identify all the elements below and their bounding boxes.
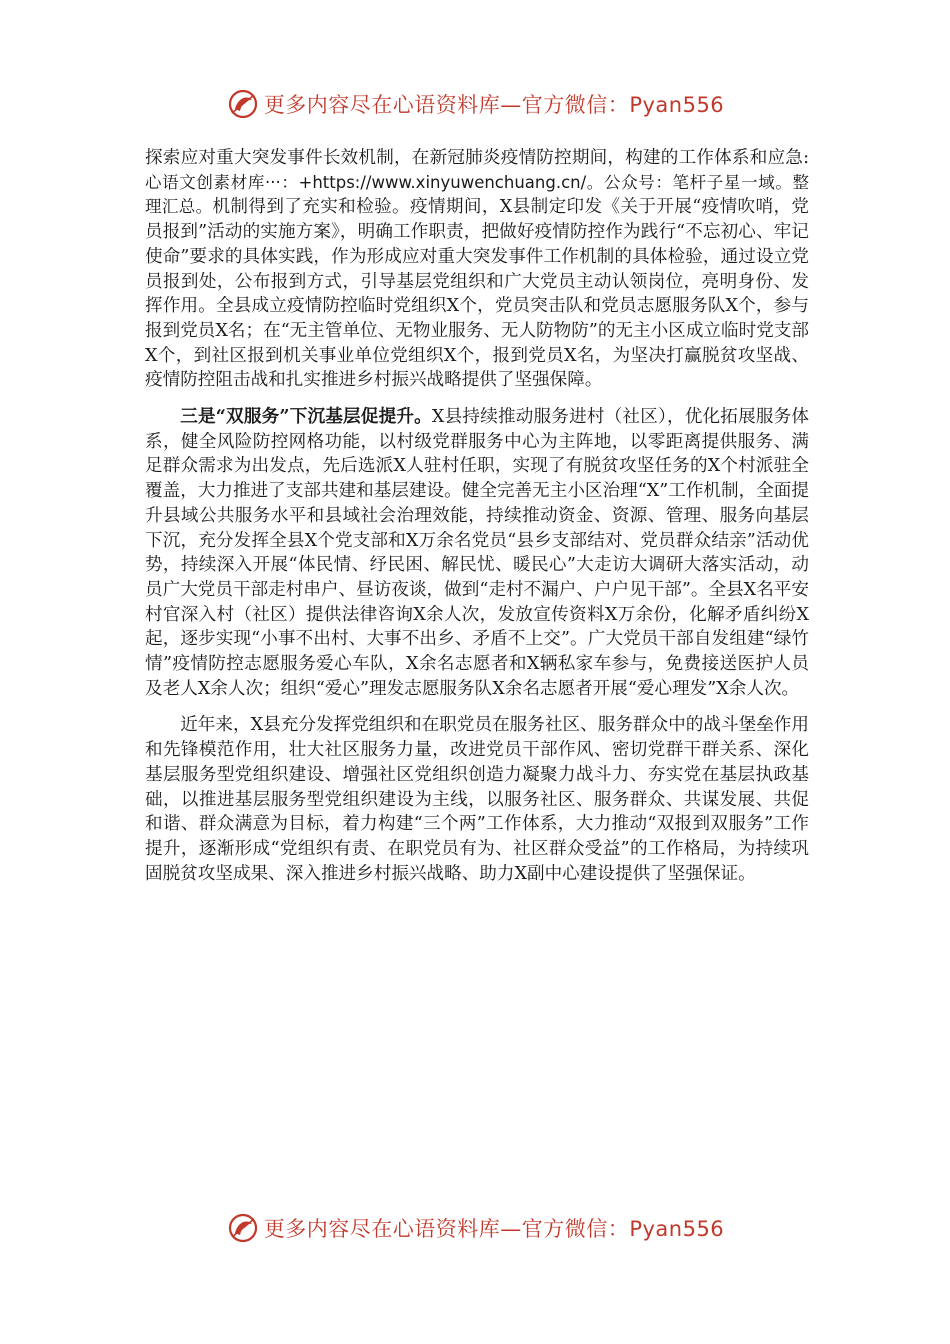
footer-banner-contact: Pyan556	[629, 1217, 725, 1241]
footer-banner	[0, 1208, 950, 1248]
paragraph-3: 近年来，X县充分发挥党组织和在职党员在服务社区、服务群众中的战斗堡垒作用和先锋模范作用，壮大社区服务力量，改进党员干部作风、密切党群干群关系、深化基层服务型党组织建设、增强社区党组织创造力凝聚力战斗力、夯实党在基层执政基础，以推进基层服务型党组织建设为主线，以服务社区、服务群众、共谋发展、共促和谐、群众满意为目标，着力构建“三个两”工作体系，大力推动“双报到双服务”工作提升，逐渐形成“党组织有责、在职党员有为、社区群众受益”的工作格局，为持续巩固脱贫攻坚成果、深入推进乡村振兴战略、助力X副中心建设提供了坚强保证。	[145, 715, 809, 884]
header-banner-contact: Pyan556	[629, 93, 725, 117]
paragraph-1-part-3: 机制得到了充实和检验。疫情期间，X县制定印发《关于开展“疫情吹哨，党员报到”活动的实施方案》，明确工作职责，把做好疫情防控作为践行“不忘初心、牢记使命”要求的具体实践，作为形成应对重大突发事件工作机制的具体检验，通过设立党员报到处，公布报到方式，引导基层党组织和广大党员主动认领岗位，亮明身份、发挥作用。全县成立疫情防控临时党组织X个，党员突击队和党员志愿服务队X个，参与报到党员X名；在“无主管单位、无物业服务、无人防物防”的无主小区成立临时党支部X个，到社区报到机关事业单位党组织X个，报到党员X名，为坚决打赢脱贫攻坚战、疫情防控阻击战和扎实推进乡村振兴战略提供了坚强保障。	[145, 197, 810, 391]
paragraph-1	[145, 146, 809, 393]
header-banner-text: 更多内容尽在心语资料库—官方微信：Pyan556	[263, 93, 725, 117]
header-banner	[0, 84, 950, 124]
paragraph-1-part-2: 心语文创素材库···：+https://www.xinyuwenchuang.cn/。公众号：笔杆子星一域。整理汇总。	[145, 172, 809, 217]
document-body	[145, 146, 809, 886]
red-swirl-logo-icon	[226, 1211, 260, 1245]
footer-banner-text: 更多内容尽在心语资料库—官方微信：Pyan556	[263, 1217, 725, 1241]
paragraph-2	[145, 405, 809, 701]
red-swirl-logo-icon	[226, 87, 260, 121]
paragraph-2-body: X县持续推动服务进村（社区），优化拓展服务体系，健全风险防控网格功能，以村级党群服务中心为主阵地，以零距离提供服务、满足群众需求为出发点，先后选派X人驻村任职，实现了有脱贫攻坚任务的X个村派驻全覆盖，大力推进了支部共建和基层建设。健全完善无主小区治理“X”工作机制，全面提升县域公共服务水平和县域社会治理效能，持续推动资金、资源、管理、服务向基层下沉，充分发挥全县X个党支部和X万余名党员“县乡支部结对、党员群众结亲”活动优势，持续深入开展“体民情、纾民困、解民忧、暖民心”大走访大调研大落实活动，动员广大党员干部走村串户、昼访夜谈，做到“走村不漏户、户户见干部”。全县X名平安村官深入村（社区）提供法律咨询X余人次，发放宣传资料X万余份，化解矛盾纠纷X起，逐步实现“小事不出村、大事不出乡、矛盾不上交”。广大党员干部自发组建“绿竹情”疫情防控志愿服务爱心车队，X余名志愿者和X辆私家车参与，免费接送医护人员及老人X余人次；组织“爱心”理发志愿服务队X余名志愿者开展“爱心理发”X余人次。	[145, 407, 809, 699]
paragraph-2-heading: 三是“双服务”下沉基层促提升。	[180, 406, 432, 428]
paragraph-1-part-1: 探索应对重大突发事件长效机制，在新冠肺炎疫情防控期间，构建的工作体系和应急:	[145, 148, 809, 168]
